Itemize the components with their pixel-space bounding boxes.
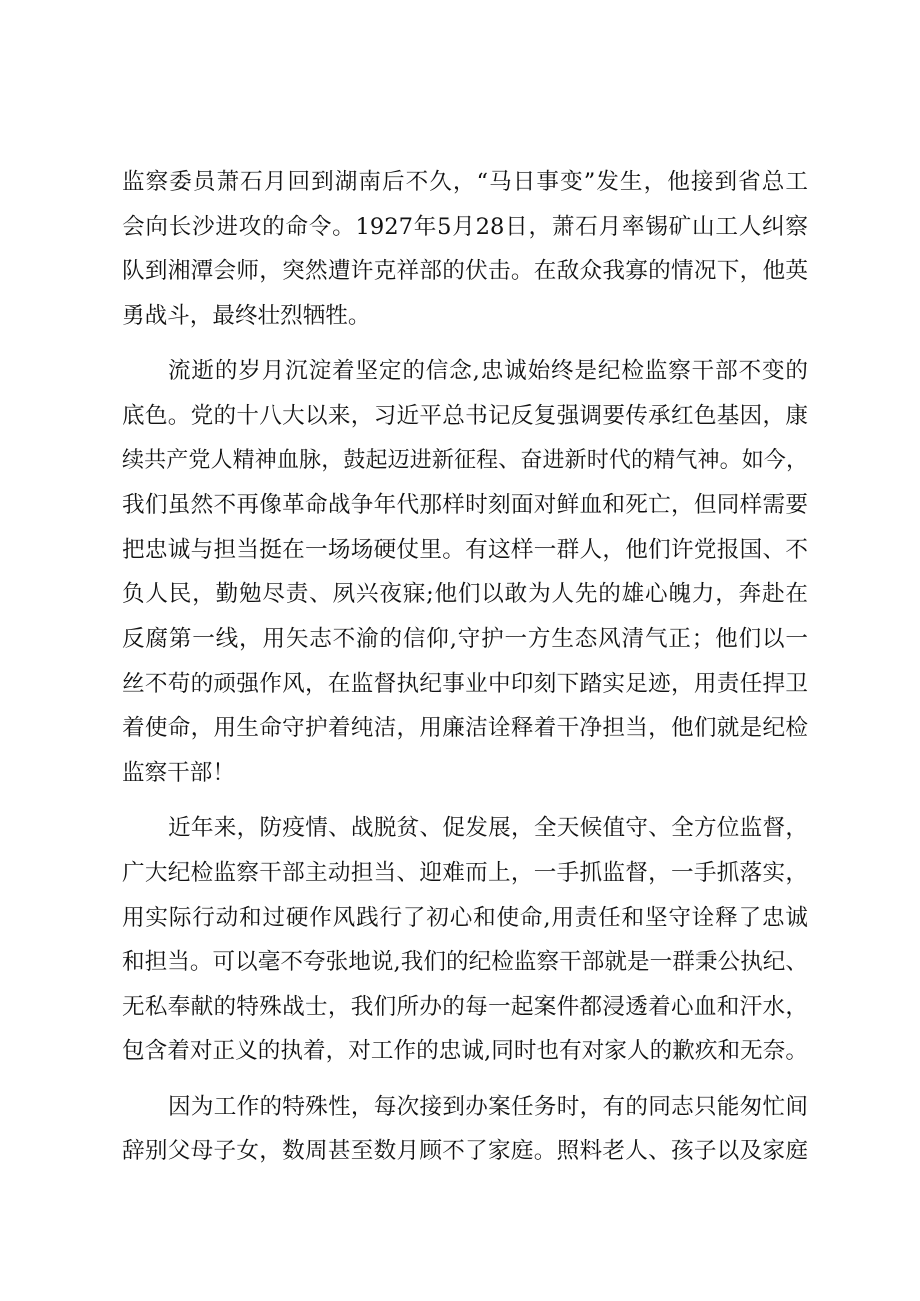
text-line: 和担当。可以毫不夸张地说,我们的纪检监察干部就是一群秉公执纪、 (122, 949, 808, 976)
paragraph-4 (122, 1085, 808, 1174)
text-line: 续共产党人精神血脉，鼓起迈进新征程、奋进新时代的精气神。如今， (122, 447, 808, 473)
text-line: 反腐第一线，用矢志不渝的信仰,守护一方生态风清气正；他们以一 (122, 625, 808, 652)
text-line: 会向长沙进攻的命令。1927年5月28日，萧石月率锡矿山工人纠察 (122, 213, 808, 240)
text-line: 流逝的岁月沉淀着坚定的信念,忠诚始终是纪检监察干部不变的 (168, 358, 808, 385)
article-body (122, 160, 808, 1174)
text-line: 负人民，勤勉尽责、夙兴夜寐;他们以敢为人先的雄心魄力，奔赴在 (122, 581, 808, 608)
text-line: 包含着对正义的执着，对工作的忠诚,同时也有对家人的歉疚和无奈。 (122, 1038, 808, 1065)
text-line: 广大纪检监察干部主动担当、迎难而上，一手抓监督，一手抓落实， (122, 859, 808, 886)
text-line: 用实际行动和过硬作风践行了初心和使命,用责任和坚守诠释了忠诚 (122, 904, 808, 931)
paragraph-3 (122, 806, 808, 1074)
text-line: 无私奉献的特殊战士，我们所办的每一起案件都浸透着心血和汗水， (122, 993, 808, 1020)
text-line: 辞别父母子女，数周甚至数月顾不了家庭。照料老人、孩子以及家庭 (122, 1138, 808, 1165)
text-line: 因为工作的特殊性，每次接到办案任务时，有的同志只能匆忙间 (168, 1093, 808, 1120)
text-line: 着使命，用生命守护着纯洁，用廉洁诠释着干净担当，他们就是纪检 (122, 715, 808, 742)
text-line: 我们虽然不再像革命战争年代那样时刻面对鲜血和死亡，但同样需要 (122, 492, 808, 519)
text-line: 把忠诚与担当挺在一场场硬仗里。有这样一群人，他们许党报国、不 (122, 536, 808, 563)
text-line: 底色。党的十八大以来，习近平总书记反复强调要传承红色基因，康 (122, 402, 808, 429)
paragraph-2 (122, 349, 808, 795)
text-line: 近年来，防疫情、战脱贫、促发展，全天候值守、全方位监督， (168, 815, 808, 842)
text-line: 监察干部！ (122, 759, 235, 786)
text-line: 监察委员萧石月回到湖南后不久，“马日事变”发生，他接到省总工 (122, 169, 808, 195)
paragraph-1 (122, 160, 808, 338)
text-line: 丝不苟的顽强作风，在监督执纪事业中印刻下踏实足迹，用责任捍卫 (122, 670, 808, 697)
text-line: 队到湘潭会师，突然遭许克祥部的伏击。在敌众我寡的情况下，他英 (122, 258, 808, 285)
text-line: 勇战斗，最终壮烈牺牲。 (122, 302, 371, 329)
